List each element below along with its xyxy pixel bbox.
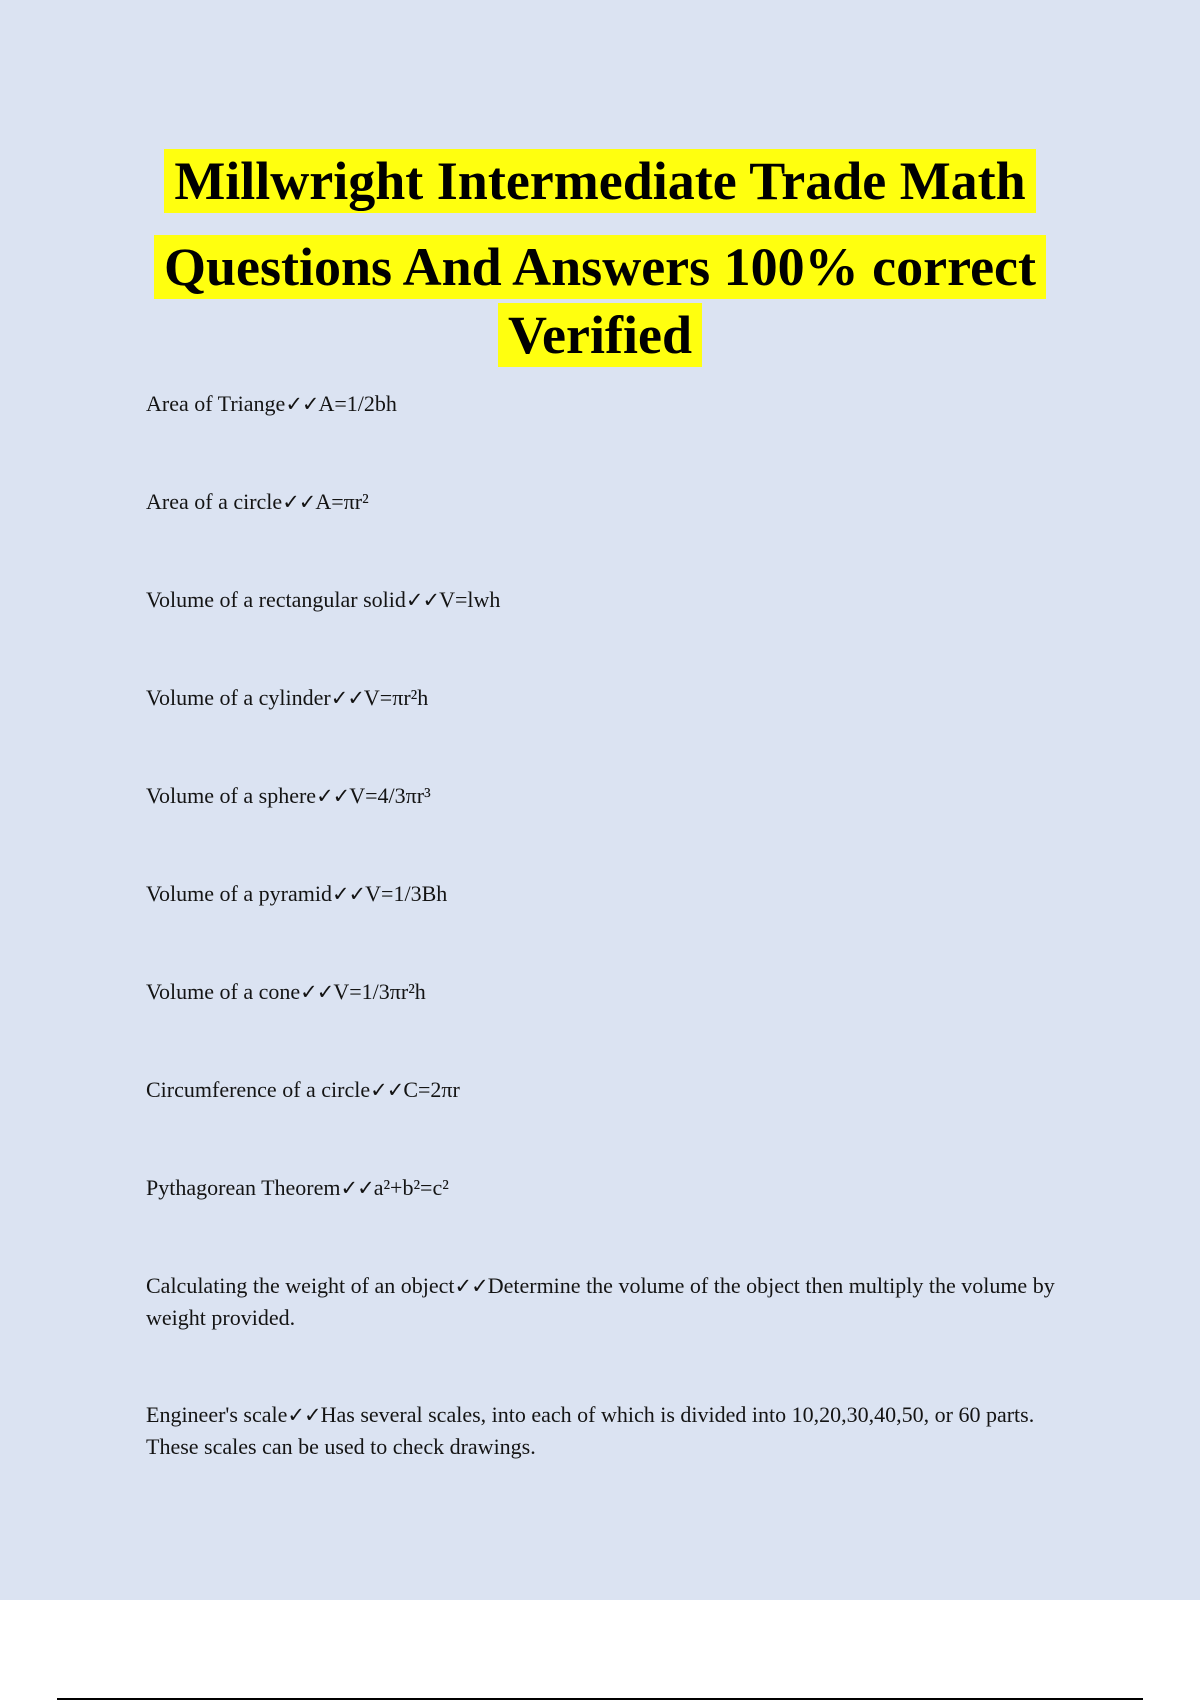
entry-answer: V=πr²h: [363, 685, 429, 710]
entry-answer: V=lwh: [439, 587, 501, 612]
entry-term: Pythagorean Theorem: [146, 1175, 341, 1200]
entry-answer: A=πr²: [315, 489, 369, 514]
entry-term: Circumference of a circle: [146, 1077, 371, 1102]
check-mark-icon: ✓✓: [287, 1403, 321, 1427]
entry-answer: Determine the volume of the object then multiply the volume by weight provided.: [146, 1273, 1055, 1330]
entry-answer: a²+b²=c²: [373, 1175, 449, 1200]
check-mark-icon: ✓✓: [340, 1176, 374, 1200]
document-title: [100, 140, 1100, 372]
qa-entry: [146, 486, 1076, 518]
check-mark-icon: ✓✓: [405, 588, 440, 612]
qa-entry: [146, 878, 1076, 910]
title-line-3: Verified: [100, 298, 1100, 372]
entry-answer: A=1/2bh: [318, 391, 397, 416]
entry-term: Area of a circle: [146, 489, 283, 514]
title-line-2: Questions And Answers 100% correct: [100, 230, 1100, 304]
qa-entry: [146, 1172, 1076, 1204]
entry-term: Area of Triange: [146, 391, 286, 416]
entry-term: Engineer's scale: [146, 1402, 288, 1427]
qa-list: [146, 388, 1076, 1462]
qa-entry: [146, 780, 1076, 812]
title-line-1: Millwright Intermediate Trade Math: [100, 144, 1100, 218]
qa-entry: [146, 1270, 1076, 1333]
check-mark-icon: ✓✓: [331, 882, 366, 906]
qa-entry: [146, 682, 1076, 714]
entry-term: Volume of a cylinder: [146, 685, 331, 710]
entry-answer: V=1/3Bh: [365, 881, 448, 906]
qa-entry: [146, 976, 1076, 1008]
qa-entry: [146, 388, 1076, 420]
qa-entry: [146, 584, 1076, 616]
check-mark-icon: ✓✓: [330, 686, 364, 710]
entry-term: Calculating the weight of an object: [146, 1273, 455, 1298]
entry-term: Volume of a cone: [146, 979, 301, 1004]
check-mark-icon: ✓✓: [316, 784, 350, 808]
entry-term: Volume of a sphere: [146, 783, 317, 808]
qa-entry: [146, 1074, 1076, 1106]
entry-answer: V=1/3πr²h: [333, 979, 426, 1004]
check-mark-icon: ✓✓: [300, 980, 334, 1004]
qa-entry: [146, 1399, 1076, 1462]
check-mark-icon: ✓✓: [285, 392, 319, 416]
entry-answer: Has several scales, into each of which is divided into 10,20,30,40,50, or 60 parts. These scales can be used to check drawings.: [146, 1402, 1035, 1459]
check-mark-icon: ✓✓: [282, 490, 316, 514]
check-mark-icon: ✓✓: [454, 1274, 488, 1298]
entry-term: Volume of a pyramid: [146, 881, 332, 906]
entry-answer: V=4/3πr³: [349, 783, 431, 808]
check-mark-icon: ✓✓: [370, 1078, 404, 1102]
entry-term: Volume of a rectangular solid: [146, 587, 406, 612]
entry-answer: C=2πr: [403, 1077, 460, 1102]
